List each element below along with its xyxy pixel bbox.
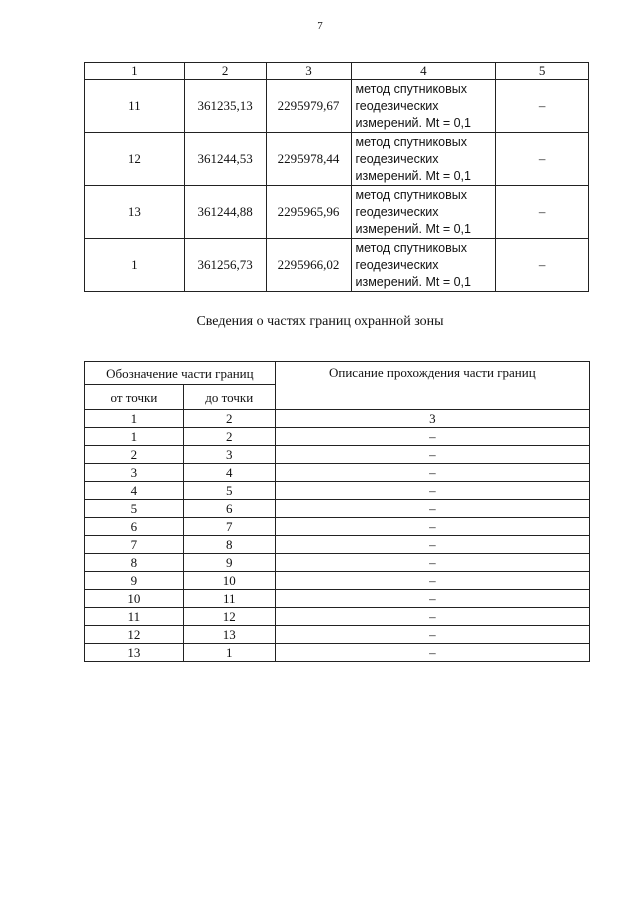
table-row xyxy=(85,239,589,292)
to-point: 3 xyxy=(183,446,275,464)
column-number-2: 2 xyxy=(184,63,266,80)
from-point: 10 xyxy=(85,590,184,608)
note-cell: – xyxy=(496,133,589,186)
page-number: 7 xyxy=(317,20,323,32)
table-row xyxy=(85,572,590,590)
boundary-description: – xyxy=(275,446,589,464)
coordinate-x: 361244,88 xyxy=(184,186,266,239)
boundary-description: – xyxy=(275,572,589,590)
boundary-description: – xyxy=(275,554,589,572)
determination-method xyxy=(351,239,496,292)
method-line: метод спутниковых xyxy=(355,187,467,202)
table-row xyxy=(85,464,590,482)
to-point: 10 xyxy=(183,572,275,590)
from-point: 3 xyxy=(85,464,184,482)
from-point: 2 xyxy=(85,446,184,464)
determination-method xyxy=(351,186,496,239)
boundary-description: – xyxy=(275,590,589,608)
table-row xyxy=(85,500,590,518)
to-point: 1 xyxy=(183,644,275,662)
coordinates-header-row xyxy=(85,63,589,80)
note-cell: – xyxy=(496,80,589,133)
point-number: 1 xyxy=(85,239,185,292)
table-row xyxy=(85,482,590,500)
column-number-3: 3 xyxy=(266,63,351,80)
header-boundary-description: Описание прохождения части границ xyxy=(275,362,589,410)
method-line: метод спутниковых xyxy=(355,134,467,149)
method-line: метод спутниковых xyxy=(355,240,467,255)
note-cell: – xyxy=(496,239,589,292)
note-cell: – xyxy=(496,186,589,239)
method-line: геодезических xyxy=(355,151,439,166)
from-point: 1 xyxy=(85,428,184,446)
boundary-description: – xyxy=(275,644,589,662)
boundary-description: – xyxy=(275,464,589,482)
column-number-1: 1 xyxy=(85,63,185,80)
table-row xyxy=(85,186,589,239)
coordinates-table xyxy=(84,62,589,292)
header-from-point: от точки xyxy=(85,385,184,410)
from-point: 13 xyxy=(85,644,184,662)
from-point: 9 xyxy=(85,572,184,590)
method-line: измерений. Mt = 0,1 xyxy=(355,168,471,183)
coordinate-x: 361244,53 xyxy=(184,133,266,186)
parts-number-row xyxy=(85,410,590,428)
column-number-2: 2 xyxy=(183,410,275,428)
boundary-description: – xyxy=(275,626,589,644)
point-number: 13 xyxy=(85,186,185,239)
table-row xyxy=(85,644,590,662)
coordinate-y: 2295966,02 xyxy=(266,239,351,292)
from-point: 7 xyxy=(85,536,184,554)
method-line: измерений. Mt = 0,1 xyxy=(355,274,471,289)
column-number-1: 1 xyxy=(85,410,184,428)
coordinate-x: 361235,13 xyxy=(184,80,266,133)
coordinate-y: 2295965,96 xyxy=(266,186,351,239)
to-point: 13 xyxy=(183,626,275,644)
from-point: 12 xyxy=(85,626,184,644)
coordinate-x: 361256,73 xyxy=(184,239,266,292)
table-row xyxy=(85,590,590,608)
header-to-point: до точки xyxy=(183,385,275,410)
from-point: 11 xyxy=(85,608,184,626)
from-point: 6 xyxy=(85,518,184,536)
point-number: 12 xyxy=(85,133,185,186)
table-row xyxy=(85,133,589,186)
column-number-3: 3 xyxy=(275,410,589,428)
coordinate-y: 2295979,67 xyxy=(266,80,351,133)
boundary-description: – xyxy=(275,518,589,536)
table-row xyxy=(85,626,590,644)
coordinates-table-body xyxy=(85,63,589,292)
table-row xyxy=(85,428,590,446)
table-row xyxy=(85,536,590,554)
column-number-5: 5 xyxy=(496,63,589,80)
parts-header-row xyxy=(85,362,590,385)
table-row xyxy=(85,608,590,626)
from-point: 4 xyxy=(85,482,184,500)
to-point: 12 xyxy=(183,608,275,626)
point-number: 11 xyxy=(85,80,185,133)
determination-method xyxy=(351,133,496,186)
boundary-description: – xyxy=(275,536,589,554)
boundary-parts-table-body xyxy=(85,362,590,662)
boundary-description: – xyxy=(275,608,589,626)
to-point: 6 xyxy=(183,500,275,518)
method-line: геодезических xyxy=(355,98,439,113)
table-row xyxy=(85,446,590,464)
table-row xyxy=(85,554,590,572)
boundary-description: – xyxy=(275,500,589,518)
determination-method xyxy=(351,80,496,133)
from-point: 5 xyxy=(85,500,184,518)
method-line: измерений. Mt = 0,1 xyxy=(355,115,471,130)
method-line: измерений. Mt = 0,1 xyxy=(355,221,471,236)
to-point: 9 xyxy=(183,554,275,572)
header-boundary-designation: Обозначение части границ xyxy=(85,362,276,385)
from-point: 8 xyxy=(85,554,184,572)
table-row xyxy=(85,518,590,536)
method-line: геодезических xyxy=(355,257,439,272)
boundary-parts-table xyxy=(84,361,590,662)
method-line: метод спутниковых xyxy=(355,81,467,96)
to-point: 5 xyxy=(183,482,275,500)
method-line: геодезических xyxy=(355,204,439,219)
coordinate-y: 2295978,44 xyxy=(266,133,351,186)
boundary-description: – xyxy=(275,428,589,446)
section-title: Сведения о частях границ охранной зоны xyxy=(196,314,444,329)
table-row xyxy=(85,80,589,133)
to-point: 8 xyxy=(183,536,275,554)
to-point: 4 xyxy=(183,464,275,482)
to-point: 7 xyxy=(183,518,275,536)
to-point: 11 xyxy=(183,590,275,608)
boundary-description: – xyxy=(275,482,589,500)
to-point: 2 xyxy=(183,428,275,446)
column-number-4: 4 xyxy=(351,63,496,80)
